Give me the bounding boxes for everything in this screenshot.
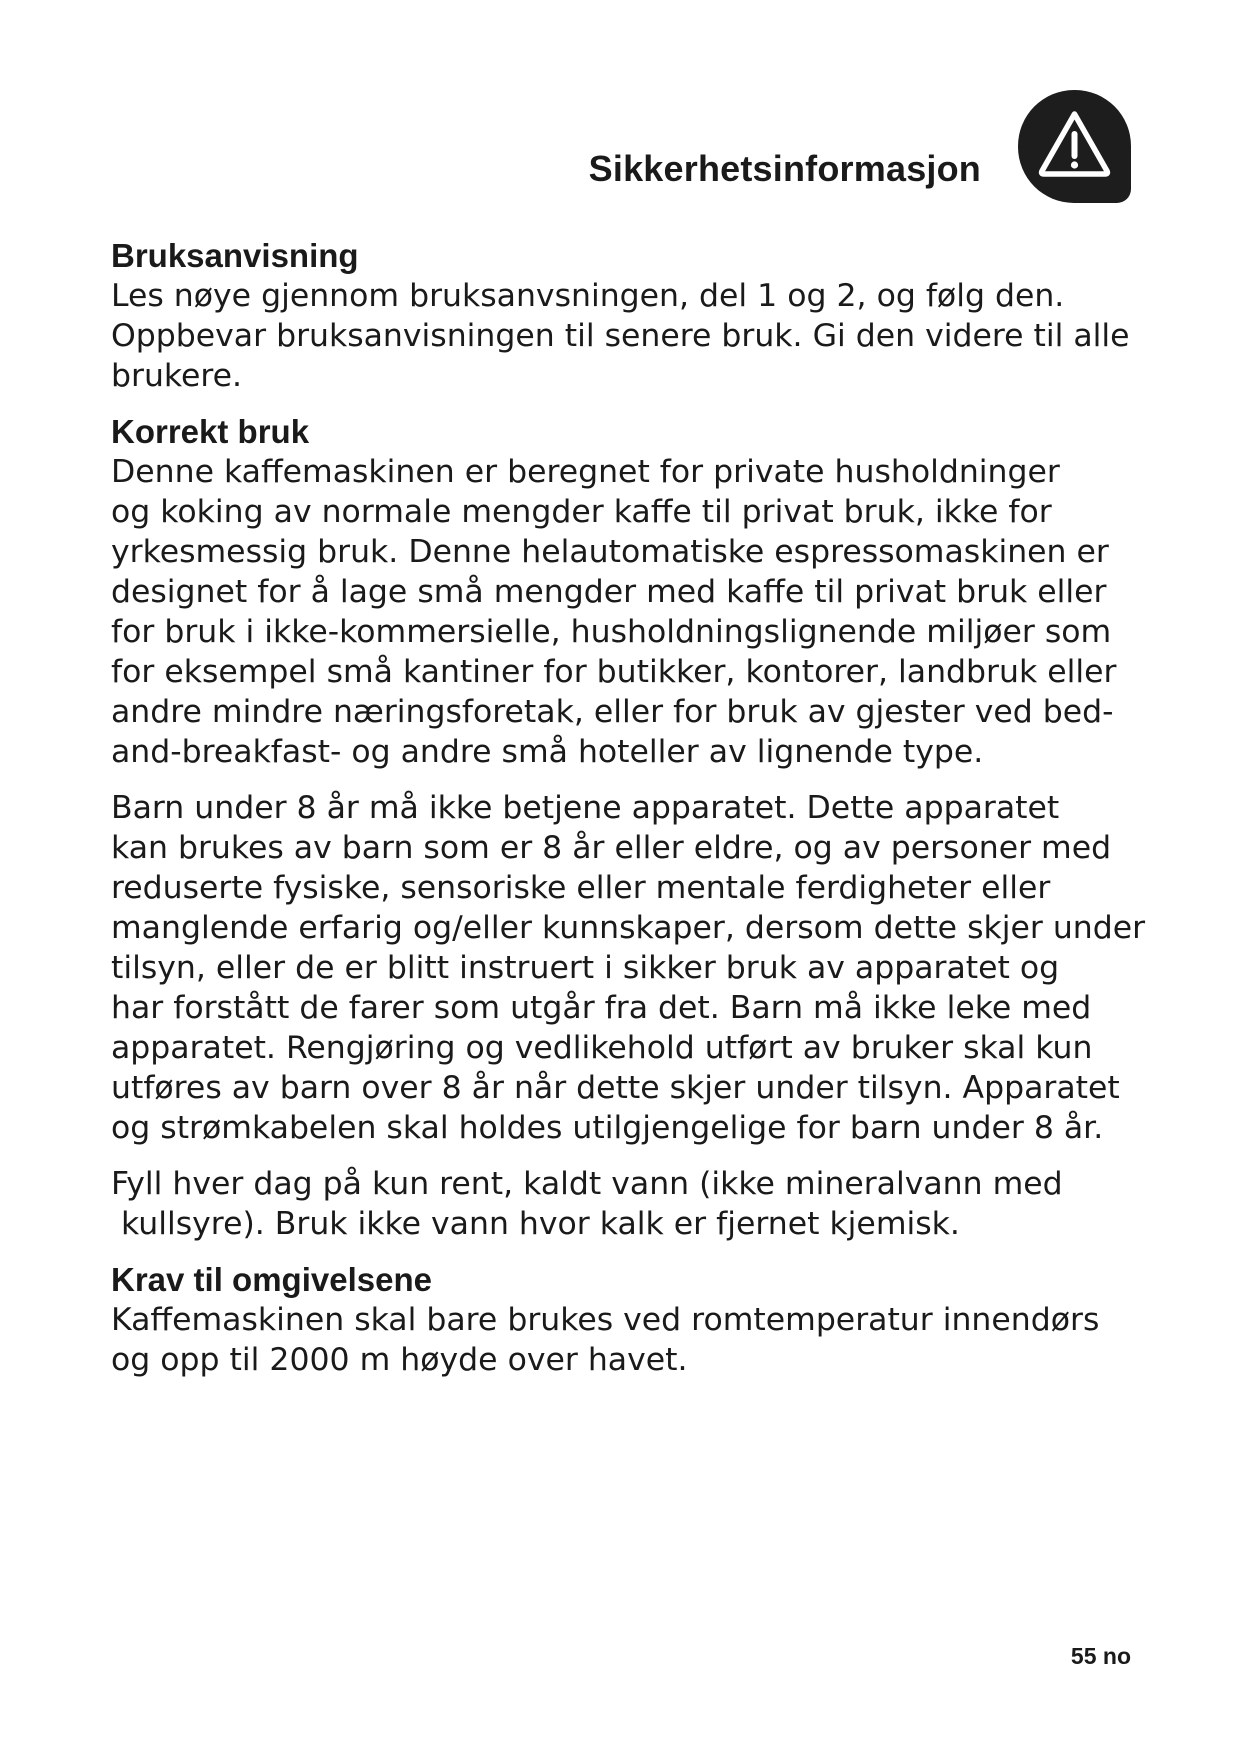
section-heading: Krav til omgivelsene bbox=[111, 1261, 432, 1298]
text-line: Oppbevar bruksanvisningen til senere bruk. Gi den videre til alle bbox=[111, 318, 1130, 354]
warning-triangle-icon bbox=[1018, 90, 1131, 203]
section-krav-til-omgivelsene bbox=[111, 1260, 1151, 1380]
text-line: tilsyn, eller de er blitt instruert i sikker bruk av apparatet og bbox=[111, 950, 1060, 986]
paragraph bbox=[111, 452, 1151, 772]
text-line: andre mindre næringsforetak, eller for bruk av gjester ved bed- bbox=[111, 694, 1114, 730]
text-line: manglende erfarig og/eller kunnskaper, dersom dette skjer under bbox=[111, 910, 1146, 946]
paragraph bbox=[111, 788, 1151, 1148]
text-line: kullsyre). Bruk ikke vann hvor kalk er fjernet kjemisk. bbox=[111, 1206, 960, 1242]
text-line: designet for å lage små mengder med kaffe til privat bruk eller bbox=[111, 574, 1107, 610]
text-line: utføres av barn over 8 år når dette skjer under tilsyn. Apparatet bbox=[111, 1070, 1120, 1106]
text-line: Barn under 8 år må ikke betjene apparatet. Dette apparatet bbox=[111, 790, 1060, 826]
text-line: yrkesmessig bruk. Denne helautomatiske espressomaskinen er bbox=[111, 534, 1109, 570]
text-line: for bruk i ikke-kommersielle, husholdningslignende miljøer som bbox=[111, 614, 1112, 650]
text-line: og strømkabelen skal holdes utilgjengelige for barn under 8 år. bbox=[111, 1110, 1104, 1146]
text-line: Kaffemaskinen skal bare brukes ved romtemperatur innendørs bbox=[111, 1302, 1100, 1338]
section-bruksanvisning bbox=[111, 236, 1151, 396]
text-line: apparatet. Rengjøring og vedlikehold utført av bruker skal kun bbox=[111, 1030, 1093, 1066]
text-line: Denne kaffemaskinen er beregnet for private husholdninger bbox=[111, 454, 1060, 490]
section-korrekt-bruk bbox=[111, 412, 1151, 1244]
page-title: Sikkerhetsinformasjon bbox=[588, 148, 981, 190]
section-heading: Bruksanvisning bbox=[111, 237, 359, 274]
text-line: for eksempel små kantiner for butikker, kontorer, landbruk eller bbox=[111, 654, 1117, 690]
paragraph bbox=[111, 276, 1151, 396]
content-body bbox=[111, 236, 1151, 1380]
text-line: kan brukes av barn som er 8 år eller eldre, og av personer med bbox=[111, 830, 1112, 866]
paragraph bbox=[111, 1300, 1151, 1380]
page-number: 55 no bbox=[1070, 1643, 1131, 1669]
text-line: brukere. bbox=[111, 358, 243, 394]
text-line: Fyll hver dag på kun rent, kaldt vann (ikke mineralvann med bbox=[111, 1166, 1063, 1202]
text-line: og opp til 2000 m høyde over havet. bbox=[111, 1342, 688, 1378]
text-line: reduserte fysiske, sensoriske eller mentale ferdigheter eller bbox=[111, 870, 1051, 906]
text-line: har forstått de farer som utgår fra det. Barn må ikke leke med bbox=[111, 990, 1092, 1026]
text-line: og koking av normale mengder kaffe til privat bruk, ikke for bbox=[111, 494, 1052, 530]
paragraph bbox=[111, 1164, 1151, 1244]
section-heading: Korrekt bruk bbox=[111, 413, 310, 450]
text-line: Les nøye gjennom bruksanvsningen, del 1 og 2, og følg den. bbox=[111, 278, 1065, 314]
text-line: and-breakfast- og andre små hoteller av lignende type. bbox=[111, 734, 984, 770]
